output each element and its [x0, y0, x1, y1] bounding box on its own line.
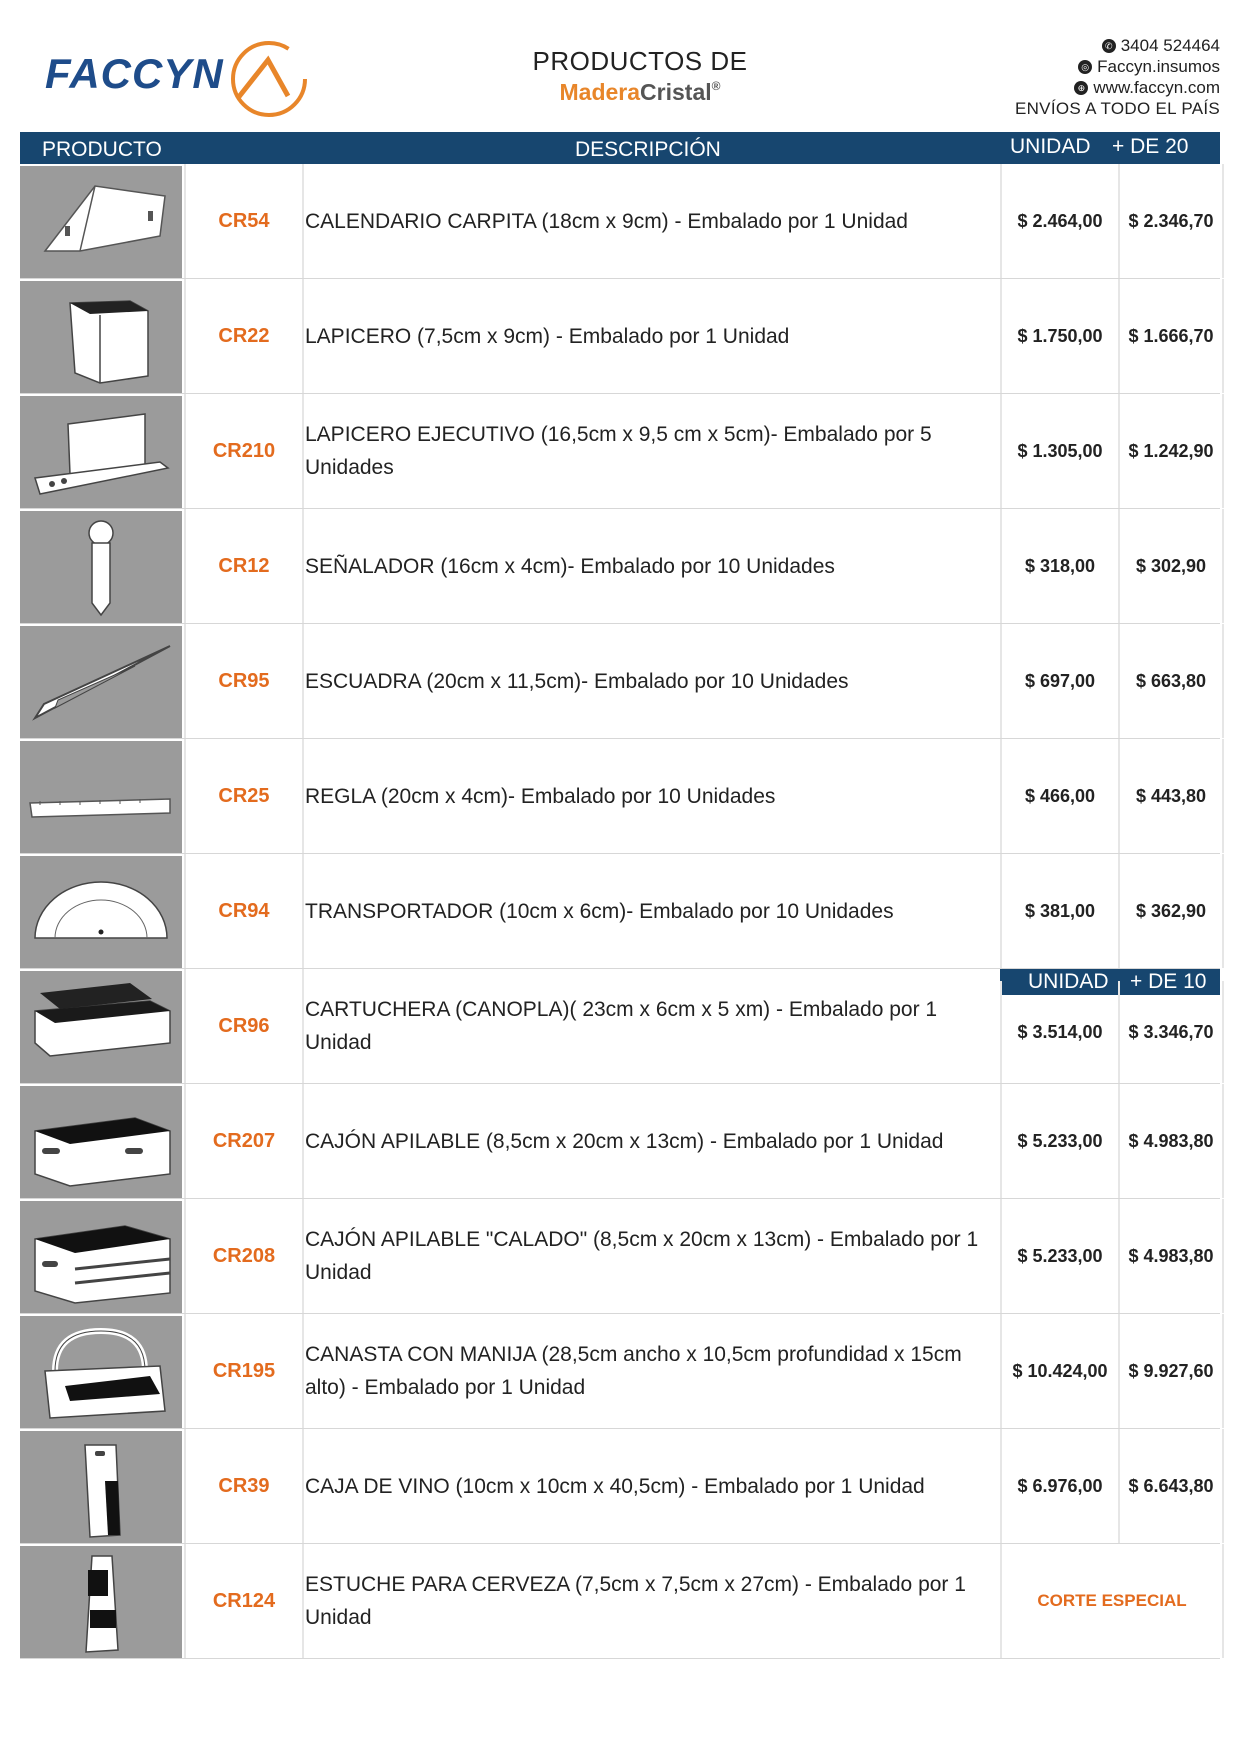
description-text: CAJÓN APILABLE (8,5cm x 20cm x 13cm) - Embalado por 1 Unidad	[305, 1129, 944, 1153]
pencil-holder-icon	[20, 281, 182, 393]
bulk-price: $ 3.346,70	[1118, 981, 1224, 1083]
executive-holder-icon	[20, 396, 182, 508]
table-row	[20, 1199, 1220, 1314]
product-description	[305, 739, 995, 853]
product-code: CR195	[184, 1314, 304, 1428]
unit-price: $ 6.976,00	[1000, 1429, 1118, 1543]
header-unit: UNIDAD	[1010, 135, 1091, 158]
title-tm: ®	[711, 79, 721, 93]
product-code: CR25	[184, 739, 304, 853]
description-text: CARTUCHERA (CANOPLA)( 23cm x 6cm x 5 xm) - Embalado por 1 Unidad	[305, 998, 938, 1054]
product-code: CR54	[184, 164, 304, 278]
unit-price: $ 3.514,00	[1000, 981, 1118, 1083]
table-row	[20, 969, 1220, 1084]
catalog-title	[470, 46, 810, 106]
product-image	[20, 971, 182, 1083]
description-text: CAJA DE VINO (10cm x 10cm x 40,5cm) - Embalado por 1 Unidad	[305, 1474, 925, 1498]
header-description: DESCRIPCIÓN	[575, 138, 721, 161]
bulk-price: $ 4.983,80	[1118, 1199, 1224, 1313]
product-description	[305, 394, 995, 508]
description-text: CALENDARIO CARPITA (18cm x 9cm) - Embalado por 1 Unidad	[305, 209, 908, 233]
protractor-icon	[20, 856, 182, 968]
product-description	[305, 1544, 995, 1658]
product-description	[305, 624, 995, 738]
header-bulk: + DE 20	[1112, 135, 1189, 158]
bulk-price: $ 663,80	[1118, 624, 1224, 738]
page-header	[0, 0, 1240, 130]
table-row	[20, 1544, 1220, 1659]
description-text: REGLA (20cm x 4cm)- Embalado por 10 Unidades	[305, 784, 776, 808]
product-code: CR96	[184, 969, 304, 1083]
contact-info	[1015, 35, 1220, 119]
bulk-price: $ 6.643,80	[1118, 1429, 1224, 1543]
header-product: PRODUCTO	[42, 138, 162, 161]
table-row	[20, 509, 1220, 624]
product-code: CR94	[184, 854, 304, 968]
description-text: ESTUCHE PARA CERVEZA (7,5cm x 7,5cm x 27cm) - Embalado por 1 Unidad	[305, 1573, 966, 1629]
product-code: CR124	[184, 1544, 304, 1658]
bulk-price: $ 2.346,70	[1118, 164, 1224, 278]
beer-case-icon	[20, 1546, 182, 1658]
unit-price: $ 5.233,00	[1000, 1199, 1118, 1313]
faccyn-logo	[45, 38, 295, 118]
product-description	[305, 1314, 995, 1428]
whatsapp-icon: ✆	[1102, 39, 1116, 53]
table-row	[20, 1084, 1220, 1199]
calendar-tent-icon	[20, 166, 182, 278]
description-text: TRANSPORTADOR (10cm x 6cm)- Embalado por 10 Unidades	[305, 899, 894, 923]
description-text: CANASTA CON MANIJA (28,5cm ancho x 10,5cm profundidad x 15cm alto) - Embalado por 1 Unidad	[305, 1343, 962, 1399]
contact-instagram: ◎ Faccyn.insumos	[1015, 56, 1220, 77]
table-header	[20, 132, 1220, 164]
product-image	[20, 856, 182, 968]
product-description	[305, 969, 995, 1083]
unit-price: $ 1.305,00	[1000, 394, 1118, 508]
description-text: LAPICERO (7,5cm x 9cm) - Embalado por 1 Unidad	[305, 324, 790, 348]
description-text: CAJÓN APILABLE "CALADO" (8,5cm x 20cm x 13cm) - Embalado por 1 Unidad	[305, 1228, 979, 1284]
logo-circle-icon	[228, 38, 310, 120]
unit-price: $ 10.424,00	[1000, 1314, 1118, 1428]
product-description	[305, 164, 995, 278]
product-image	[20, 1546, 182, 1658]
contact-web: ⊕ www.faccyn.com	[1015, 77, 1220, 98]
table-row	[20, 1429, 1220, 1544]
contact-phone: ✆ 3404 524464	[1015, 35, 1220, 56]
special-cut-label: CORTE ESPECIAL	[1000, 1544, 1224, 1658]
product-description	[305, 279, 995, 393]
product-code: CR208	[184, 1199, 304, 1313]
table-row	[20, 739, 1220, 854]
bulk-price: $ 443,80	[1118, 739, 1224, 853]
unit-price: $ 466,00	[1000, 739, 1118, 853]
slatted-crate-icon	[20, 1201, 182, 1313]
product-image	[20, 1431, 182, 1543]
table-body	[20, 164, 1220, 1659]
product-description	[305, 854, 995, 968]
table-row	[20, 279, 1220, 394]
product-code: CR12	[184, 509, 304, 623]
table-row	[20, 854, 1220, 969]
bookmark-icon	[20, 511, 182, 623]
product-image	[20, 166, 182, 278]
bulk-price: $ 362,90	[1118, 854, 1224, 968]
description-text: ESCUADRA (20cm x 11,5cm)- Embalado por 10 Unidades	[305, 669, 849, 693]
ruler-icon	[20, 741, 182, 853]
table-row	[20, 624, 1220, 739]
product-image	[20, 1316, 182, 1428]
bulk-price: $ 1.242,90	[1118, 394, 1224, 508]
instagram-icon: ◎	[1078, 60, 1092, 74]
table-row	[20, 394, 1220, 509]
title-line1: PRODUCTOS DE	[532, 46, 748, 76]
bulk-price: $ 4.983,80	[1118, 1084, 1224, 1198]
product-description	[305, 1199, 995, 1313]
product-image	[20, 281, 182, 393]
wine-box-icon	[20, 1431, 182, 1543]
subheader-unit: UNIDAD	[1028, 970, 1109, 993]
product-image	[20, 396, 182, 508]
unit-price: $ 318,00	[1000, 509, 1118, 623]
product-image	[20, 1201, 182, 1313]
product-code: CR39	[184, 1429, 304, 1543]
web-icon: ⊕	[1074, 81, 1088, 95]
basket-icon	[20, 1316, 182, 1428]
bulk-price: $ 9.927,60	[1118, 1314, 1224, 1428]
pencil-case-icon	[20, 971, 182, 1083]
product-image	[20, 511, 182, 623]
product-description	[305, 1429, 995, 1543]
product-code: CR207	[184, 1084, 304, 1198]
table-row	[20, 164, 1220, 279]
product-description	[305, 509, 995, 623]
product-code: CR95	[184, 624, 304, 738]
bulk-price: $ 1.666,70	[1118, 279, 1224, 393]
product-image	[20, 741, 182, 853]
crate-icon	[20, 1086, 182, 1198]
product-code: CR22	[184, 279, 304, 393]
title-madera: Madera	[559, 79, 641, 105]
unit-price: $ 1.750,00	[1000, 279, 1118, 393]
product-image	[20, 626, 182, 738]
price-table	[20, 132, 1220, 1659]
product-image	[20, 1086, 182, 1198]
bulk-price: $ 302,90	[1118, 509, 1224, 623]
unit-price: $ 381,00	[1000, 854, 1118, 968]
subheader-bulk: + DE 10	[1130, 970, 1207, 993]
set-square-icon	[20, 626, 182, 738]
product-description	[305, 1084, 995, 1198]
product-code: CR210	[184, 394, 304, 508]
unit-price: $ 697,00	[1000, 624, 1118, 738]
brand-name: FACCYN	[45, 50, 224, 97]
unit-price: $ 2.464,00	[1000, 164, 1118, 278]
madera-cristal-logo	[470, 79, 810, 106]
title-cristal: Cristal	[640, 79, 712, 105]
description-text: LAPICERO EJECUTIVO (16,5cm x 9,5 cm x 5cm)- Embalado por 5 Unidades	[305, 423, 932, 479]
unit-price: $ 5.233,00	[1000, 1084, 1118, 1198]
description-text: SEÑALADOR (16cm x 4cm)- Embalado por 10 Unidades	[305, 554, 835, 578]
table-row	[20, 1314, 1220, 1429]
shipping-note: ENVÍOS A TODO EL PAÍS	[1014, 99, 1220, 118]
